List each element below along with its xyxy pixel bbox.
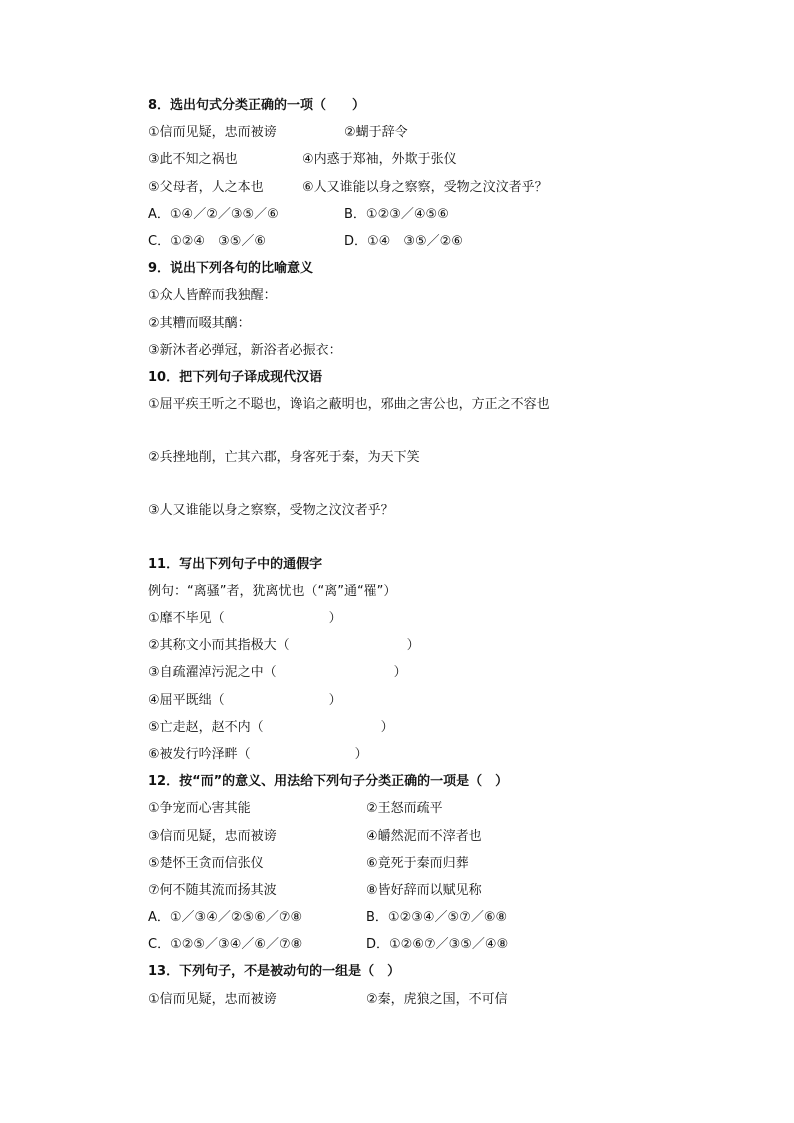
- q8-title: 8．选出句式分类正确的一项（ ）: [148, 98, 366, 113]
- q13-row-1: [148, 986, 668, 1013]
- q8-option-b[interactable]: B．①②③／④⑤⑥: [344, 206, 449, 222]
- exam-page: [148, 92, 668, 1013]
- q12-title: 12．按“而”的意义、用法给下列句子分类正确的一项是（ ）: [148, 774, 509, 790]
- q8-item-1: ①信而见疑，忠而被谤: [148, 125, 277, 141]
- q11-item-5[interactable]: ⑤亡走赵，赵不内（ ）: [148, 719, 394, 735]
- q10-item-2: ②兵挫地削，亡其六郡，身客死于秦，为天下笑: [148, 450, 420, 466]
- q12-item-1: ①争宠而心害其能: [148, 801, 251, 817]
- answer-space: [148, 471, 668, 497]
- q13-title: 13．下列句子，不是被动句的一组是（ ）: [148, 964, 401, 980]
- q12-row-3: [148, 850, 668, 877]
- q12-item-7: ⑦何不随其流而扬其波: [148, 882, 277, 898]
- q10-item-3: ③人又谁能以身之察察，受物之汶汶者乎？: [148, 503, 394, 519]
- q12-item-8: ⑧皆好辞而以赋见称: [366, 882, 482, 898]
- q12-row-2: [148, 823, 668, 850]
- q11-item-2[interactable]: ②其称文小而其指极大（ ）: [148, 638, 420, 654]
- q8-item-2: ②蝴于辞令: [344, 125, 408, 141]
- q11-item-6[interactable]: ⑥被发行吟泽畔（ ）: [148, 746, 368, 762]
- q8-item-5: ⑤父母者，人之本也: [148, 179, 264, 195]
- q9-item-3: ③新沐者必弹冠，新浴者必振衣：: [148, 342, 342, 358]
- q8-option-a[interactable]: A．①④／②／③⑤／⑥: [148, 206, 279, 222]
- answer-space: [148, 418, 668, 444]
- q11-item-4[interactable]: ④屈平既绌（ ）: [148, 692, 342, 708]
- q8-item-3: ③此不知之祸也: [148, 152, 238, 168]
- q12-item-5: ⑤楚怀王贪而信张仪: [148, 855, 264, 871]
- q11-example: 例句：“离骚”者，犹离忧也（“离”通“罹”）: [148, 583, 397, 599]
- q12-item-4: ④皭然泥而不滓者也: [366, 828, 482, 844]
- q12-item-6: ⑥竟死于秦而归葬: [366, 855, 469, 871]
- q12-options-cd: [148, 931, 668, 958]
- q12-options-ab: [148, 904, 668, 931]
- q8-option-d[interactable]: D．①④ ③⑤／②⑥: [344, 233, 463, 249]
- q8-option-c[interactable]: C．①②④ ③⑤／⑥: [148, 233, 267, 249]
- q12-option-a[interactable]: A．①／③④／②⑤⑥／⑦⑧: [148, 910, 303, 926]
- q8-row-1: [148, 119, 668, 146]
- q8-row-2: [148, 146, 668, 173]
- q12-row-1: [148, 795, 668, 822]
- q8-options-ab: [148, 201, 668, 228]
- q12-item-2: ②王怒而疏平: [366, 801, 443, 817]
- q12-option-d[interactable]: D．①②⑥⑦／③⑤／④⑧: [366, 937, 509, 953]
- q13-item-2: ②秦，虎狼之国，不可信: [366, 991, 508, 1007]
- q8-options-cd: [148, 228, 668, 255]
- q12-option-c[interactable]: C．①②⑤／③④／⑥／⑦⑧: [148, 937, 303, 953]
- q11-title: 11．写出下列句子中的通假字: [148, 556, 323, 572]
- answer-space: [148, 525, 668, 551]
- q9-item-1: ①众人皆醉而我独醒：: [148, 288, 277, 304]
- q9-item-2: ②其糟而啜其醨：: [148, 315, 251, 331]
- q8-item-6: ⑥人又谁能以身之察察，受物之汶汶者乎？: [302, 179, 548, 195]
- q13-item-1: ①信而见疑，忠而被谤: [148, 991, 277, 1007]
- q10-title: 10．把下列句子译成现代汉语: [148, 369, 323, 385]
- q8-item-4: ④内惑于郑袖，外欺于张仪: [302, 152, 457, 168]
- q9-title: 9．说出下列各句的比喻意义: [148, 261, 314, 277]
- q11-item-3[interactable]: ③自疏濯淖污泥之中（ ）: [148, 665, 407, 681]
- q11-item-1[interactable]: ①靡不毕见（ ）: [148, 611, 342, 626]
- q12-option-b[interactable]: B．①②③④／⑤⑦／⑥⑧: [366, 910, 508, 926]
- q8-row-3: [148, 174, 668, 201]
- q12-item-3: ③信而见疑，忠而被谤: [148, 828, 277, 844]
- q12-row-4: [148, 877, 668, 904]
- q10-item-1: ①屈平疾王听之不聪也，谗谄之蔽明也，邪曲之害公也，方正之不容也: [148, 397, 550, 413]
